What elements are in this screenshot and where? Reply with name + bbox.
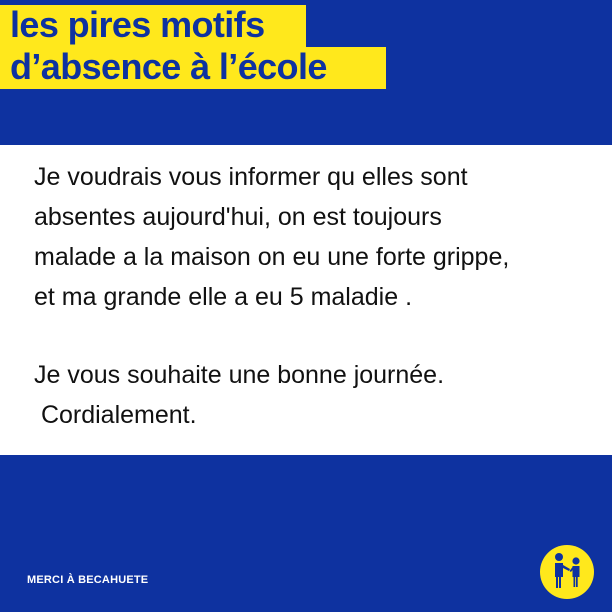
signoff-line: Cordialement. xyxy=(34,401,197,429)
title-line-2: d’absence à l’école xyxy=(0,47,386,89)
message-card xyxy=(0,145,612,455)
message-line: malade a la maison on eu une forte grippe, xyxy=(34,243,510,271)
greeting-line: Je vous souhaite une bonne journée. xyxy=(34,361,445,389)
credit-text: MERCI À BECAHUETE xyxy=(27,574,149,586)
message-line: absentes aujourd'hui, on est toujours xyxy=(34,203,442,231)
message-line: Je voudrais vous informer qu elles sont xyxy=(34,163,468,191)
title-line-1: les pires motifs xyxy=(0,5,306,47)
message-line: et ma grande elle a eu 5 maladie . xyxy=(34,283,413,311)
two-figures-logo-icon xyxy=(539,544,595,600)
paragraph-gap xyxy=(34,317,612,355)
